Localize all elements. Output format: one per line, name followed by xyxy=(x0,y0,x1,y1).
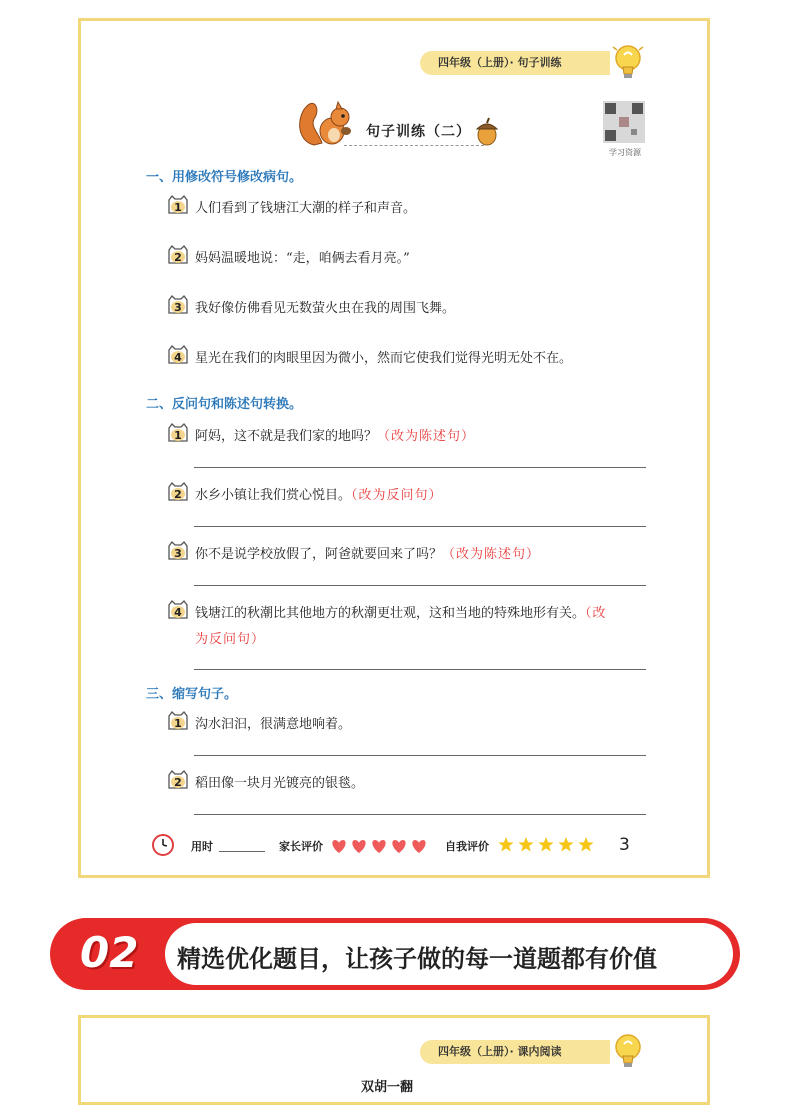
banner-text-box xyxy=(165,923,733,985)
feature-banner xyxy=(50,918,740,990)
star-icon xyxy=(498,837,513,851)
self-eval-label: 自我评价 xyxy=(445,840,489,853)
star-icon xyxy=(518,837,533,851)
section-heading-2: 二、反问句和陈述句转换。 xyxy=(146,397,303,412)
page-number: 3 xyxy=(619,835,630,855)
heart-icon xyxy=(412,840,425,853)
lightbulb-icon xyxy=(611,43,645,81)
time-blank[interactable] xyxy=(219,851,265,852)
instruction-note: （改为陈述句） xyxy=(377,429,476,444)
answer-line[interactable] xyxy=(194,467,646,468)
number-badge xyxy=(166,245,190,267)
badge-number: 2 xyxy=(174,251,182,264)
answer-line[interactable] xyxy=(194,526,646,527)
instruction-note: （改为反问句） xyxy=(351,488,443,503)
badge-number: 1 xyxy=(174,201,182,214)
question-text: 人们看到了钱塘江大潮的样子和声音。 xyxy=(195,201,417,216)
instruction-note-continued: 为反问句） xyxy=(195,632,266,647)
answer-line[interactable] xyxy=(194,814,646,815)
question-text: 我好像仿佛看见无数萤火虫在我的周围飞舞。 xyxy=(195,301,456,316)
badge-number: 4 xyxy=(174,606,182,619)
answer-line[interactable] xyxy=(194,755,646,756)
number-badge xyxy=(166,195,190,217)
number-badge xyxy=(166,423,190,445)
number-badge xyxy=(166,345,190,367)
answer-line[interactable] xyxy=(194,585,646,586)
number-badge xyxy=(166,711,190,733)
star-icon xyxy=(538,837,553,851)
time-label: 用时 xyxy=(191,840,213,853)
evaluation-footer xyxy=(151,833,641,861)
instruction-note: （改为陈述句） xyxy=(442,547,541,562)
title-underline xyxy=(344,145,484,146)
question-text: 阿妈，这不就是我们家的地吗？ xyxy=(195,429,378,444)
number-badge xyxy=(166,295,190,317)
badge-number: 3 xyxy=(174,547,182,560)
question-text: 钱塘江的秋潮比其他地方的秋潮更壮观，这和当地的特殊地形有关。 xyxy=(195,606,586,621)
star-icon xyxy=(578,837,593,851)
grade-tag: 四年级（上册）· 句子训练 xyxy=(420,51,610,75)
badge-number: 1 xyxy=(174,429,182,442)
clock-icon xyxy=(151,833,175,857)
self-rating[interactable] xyxy=(497,835,597,858)
qr-label: 学习资源 xyxy=(609,148,641,157)
banner-text: 精选优化题目，让孩子做的每一道题都有价值 xyxy=(177,945,657,973)
badge-number: 1 xyxy=(174,717,182,730)
lightbulb-icon xyxy=(611,1032,645,1070)
badge-number: 2 xyxy=(174,776,182,789)
parent-eval-label: 家长评价 xyxy=(279,840,323,853)
badge-number: 4 xyxy=(174,351,182,364)
number-badge xyxy=(166,600,190,622)
section-heading-3: 三、缩写句子。 xyxy=(146,687,238,702)
question-text: 稻田像一块月光镀亮的银毯。 xyxy=(195,776,365,791)
number-badge xyxy=(166,482,190,504)
heart-icon xyxy=(352,840,365,853)
section-heading-1: 一、用修改符号修改病句。 xyxy=(146,170,303,185)
question-text: 妈妈温暖地说：“走，咱俩去看月亮。” xyxy=(195,251,410,266)
title-block xyxy=(296,97,501,153)
instruction-note: （改 xyxy=(585,606,607,621)
worksheet-title: 句子训练（二） xyxy=(366,124,471,140)
badge-number: 2 xyxy=(174,488,182,501)
page2-title: 双胡一翻 xyxy=(361,1080,414,1095)
banner-number: 02 xyxy=(80,928,139,977)
question-text: 你不是说学校放假了，阿爸就要回来了吗？ xyxy=(195,547,443,562)
qr-code[interactable] xyxy=(603,101,645,143)
question-text: 水乡小镇让我们赏心悦目。 xyxy=(195,488,352,503)
worksheet-page xyxy=(78,18,710,878)
number-badge xyxy=(166,541,190,563)
heart-icon xyxy=(332,840,345,853)
grade-tag-2: 四年级（上册）· 课内阅读 xyxy=(420,1040,610,1064)
question-text: 星光在我们的肉眼里因为微小，然而它使我们觉得光明无处不在。 xyxy=(195,351,573,366)
number-badge xyxy=(166,770,190,792)
heart-icon xyxy=(372,840,385,853)
question-text: 沟水汩汩，很满意地响着。 xyxy=(195,717,352,732)
acorn-icon xyxy=(474,117,500,151)
parent-rating[interactable] xyxy=(329,837,429,858)
badge-number: 3 xyxy=(174,301,182,314)
answer-line[interactable] xyxy=(194,669,646,670)
star-icon xyxy=(558,837,573,851)
worksheet-page-2 xyxy=(78,1015,710,1105)
heart-icon xyxy=(392,840,405,853)
